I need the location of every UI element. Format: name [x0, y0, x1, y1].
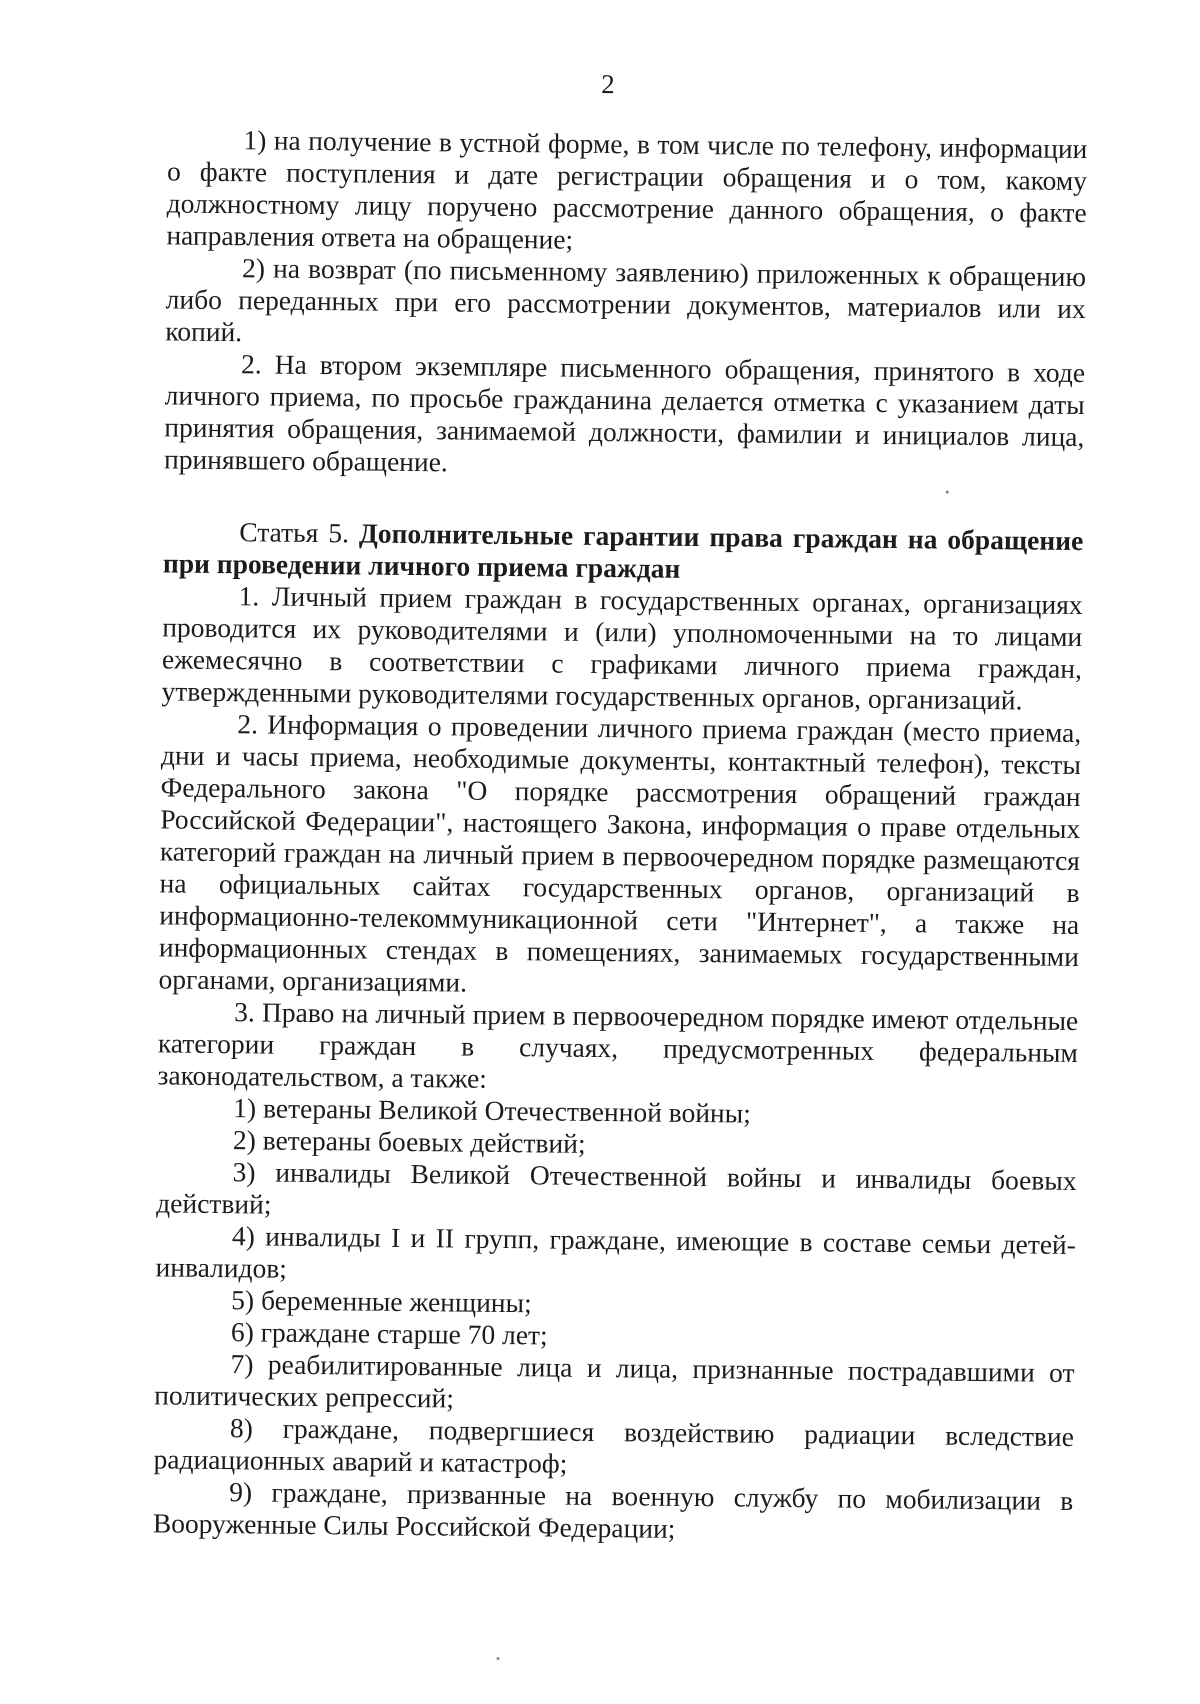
scan-speck	[946, 491, 949, 494]
list-item: 9) граждане, призванные на военную службу по мобилизации в Вооруженные Силы Российской Федерации;	[152, 1476, 1074, 1544]
article-prefix: Статья 5.	[239, 516, 360, 549]
list-item: 6) граждане старше 70 лет;	[230, 1316, 548, 1351]
document-body	[153, 123, 1088, 1549]
list-item: 4) инвалиды I и II групп, граждане, имеющие в составе семьи детей-инвалидов;	[155, 1220, 1077, 1284]
paragraph: 2. Информация о проведении личного приема граждан (место приема, дни и часы приема, необходимые документы, контактный телефон), тексты Федерального закона "О порядке рассмотрения обращений граждан Российской Федерации", настоящего Закона, информация о праве отдельных категорий граждан на личный прием в первоочередном порядке размещаются на официальных сайтах государственных органов, организаций в информационно-телекоммуникационной сети "Интернет", а также на информационных стендах в помещениях, занимаемых государственными органами, организациями.	[158, 708, 1082, 998]
paragraph: 1. Личный прием граждан в государственных органах, организациях проводится их руководителями и (или) уполномоченными на то лицами ежемесячно в соответствии с графиками личного приема граждан, утвержденными руководителями государственных органов, организаций.	[161, 580, 1083, 716]
paragraph: 2) на возврат (по письменному заявлению) приложенных к обращению либо переданных при его рассмотрении документов, материалов или их копий.	[165, 252, 1087, 348]
article-heading	[163, 515, 1084, 589]
paragraph: 3. Право на личный прием в первоочередном порядке имеют отдельные категории граждан в случаях, предусмотренных федеральным законодательством, а также:	[157, 996, 1079, 1094]
page-number: 2	[601, 68, 615, 100]
list-item: 3) инвалиды Великой Отечественной войны и инвалиды боевых действий;	[156, 1156, 1077, 1220]
list-item: 5) беременные женщины;	[231, 1284, 532, 1319]
list-item: 1) ветераны Великой Отечественной войны;	[233, 1092, 752, 1129]
list-item: 7) реабилитированные лица и лица, признанные пострадавшими от политических репрессий;	[154, 1348, 1075, 1414]
paragraph: 1) на получение в устной форме, в том числе по телефону, информации о факте поступления и дате регистрации обращения и о том, какому должностному лицу поручено рассмотрение данного обращения, о факте направления ответа на обращение;	[166, 124, 1088, 255]
article-title: Дополнительные гарантии права граждан на обращение при проведении личного приема граждан	[162, 517, 1084, 584]
paragraph: 2. На втором экземпляре письменного обращения, принятого в ходе личного приема, по просьбе гражданина делается отметка с указанием даты принятия обращения, занимаемой должности, фамилии и инициалов лица, принявшего обращение.	[163, 348, 1086, 478]
scan-speck	[497, 1657, 500, 1660]
list-item: 2) ветераны боевых действий;	[232, 1124, 586, 1159]
list-item: 8) граждане, подвергшиеся воздействию радиации вследствие радиационных аварий и катастроф;	[153, 1412, 1075, 1479]
